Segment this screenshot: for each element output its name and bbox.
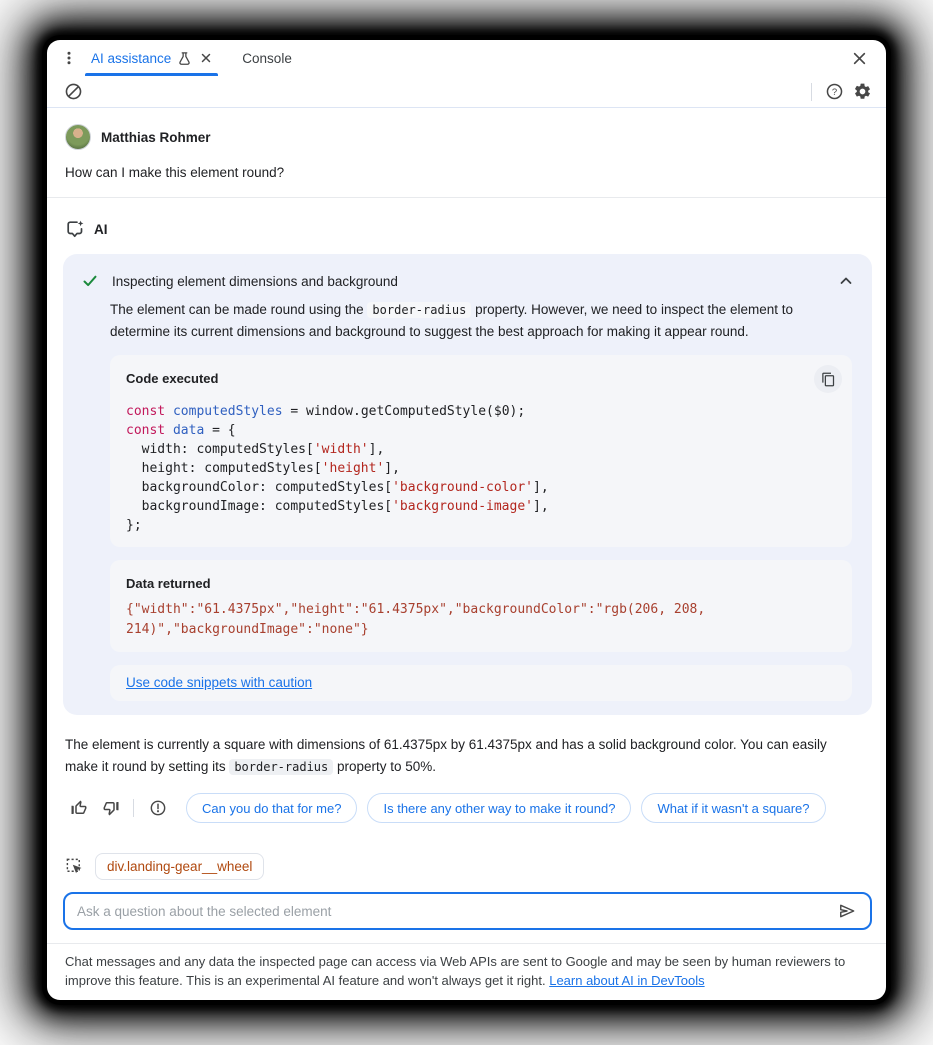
thumb-up-icon[interactable]	[65, 794, 93, 822]
report-icon[interactable]	[144, 794, 172, 822]
avatar	[65, 124, 91, 150]
thumb-down-icon[interactable]	[97, 794, 125, 822]
toolbar-divider	[811, 83, 812, 101]
code-executed-title: Code executed	[126, 371, 219, 386]
ai-sparkle-bubble-icon	[65, 219, 85, 239]
tab-console-label: Console	[242, 50, 292, 66]
panel-close-icon[interactable]	[844, 40, 874, 76]
inspect-element-icon[interactable]	[65, 857, 84, 876]
tab-console[interactable]	[234, 40, 300, 76]
suggestion-chips	[186, 793, 826, 823]
chat-scroll-area[interactable]	[47, 108, 886, 853]
settings-gear-icon[interactable]	[848, 78, 876, 106]
suggestion-chip[interactable]: Is there any other way to make it round?	[367, 793, 631, 823]
feedback-divider	[133, 799, 134, 817]
chevron-up-icon[interactable]	[838, 273, 854, 289]
selected-element-chip[interactable]: div.landing-gear__wheel	[95, 853, 264, 880]
tab-close-icon[interactable]	[200, 52, 212, 64]
step-header[interactable]	[79, 268, 856, 290]
ai-step-card	[63, 254, 872, 715]
prompt-input[interactable]	[77, 904, 832, 919]
experiment-flask-icon	[177, 51, 192, 66]
step-title: Inspecting element dimensions and background	[112, 273, 398, 289]
user-message-header	[65, 124, 868, 150]
caution-link[interactable]: Use code snippets with caution	[126, 675, 313, 690]
check-icon	[81, 272, 99, 290]
learn-about-ai-link[interactable]: Learn about AI in DevTools	[549, 973, 705, 988]
caution-strip	[110, 665, 852, 701]
code-executed-snippet: const computedStyles = window.getComputedStyle($0); const data = { width: computedStyles['width'], height: computedStyles['height'], backgroundColor: computedStyles['background-color'], backgroundImage: computedStyles['background-image'], };	[126, 404, 549, 533]
data-returned-json: {"width":"61.4375px","height":"61.4375px","backgroundColor":"rgb(206, 208, 214)","backgroundImage":"none"}	[126, 602, 714, 637]
data-returned-block	[110, 560, 852, 652]
ai-answer: The element is currently a square with dimensions of 61.4375px by 61.4375px and has a solid background color. You can easily make it round by setting its border-radius property to 50%.	[65, 737, 827, 774]
answer-actions	[65, 793, 886, 823]
inline-code: border-radius	[367, 302, 471, 318]
ai-toolbar	[47, 76, 886, 108]
tab-ai-assistance-label: AI assistance	[91, 50, 172, 66]
suggestion-chip[interactable]: Can you do that for me?	[186, 793, 357, 823]
user-question: How can I make this element round?	[65, 165, 285, 180]
selected-element-row	[65, 853, 870, 880]
svg-text:?: ?	[831, 86, 837, 98]
ai-message-header	[65, 219, 868, 239]
user-name: Matthias Rohmer	[101, 129, 211, 145]
ai-label: AI	[94, 221, 108, 237]
more-vert-icon[interactable]	[55, 40, 83, 76]
copy-icon[interactable]	[814, 365, 842, 393]
suggestion-chip[interactable]: What if it wasn't a square?	[641, 793, 825, 823]
send-icon[interactable]	[832, 896, 862, 926]
data-returned-title: Data returned	[126, 576, 211, 591]
block-icon[interactable]	[59, 78, 87, 106]
disclaimer: Chat messages and any data the inspected page can access via Web APIs are sent to Google and may be seen by human reviewers to improve this feature. This is an experimental AI feature and won't always get it right. Learn about AI in DevTools	[47, 943, 886, 1000]
message-divider	[47, 197, 886, 198]
step-paragraph: The element can be made round using the border-radius property. However, we need to inspect the element to determine its current dimensions and background to suggest the best approach for making it appear round.	[110, 302, 794, 339]
tab-ai-assistance[interactable]	[83, 40, 220, 76]
help-icon[interactable]	[820, 78, 848, 106]
inline-code: border-radius	[229, 759, 333, 775]
prompt-box	[63, 892, 872, 930]
devtools-ai-panel	[47, 40, 886, 1000]
tab-bar	[47, 40, 886, 76]
code-executed-block	[110, 355, 852, 547]
